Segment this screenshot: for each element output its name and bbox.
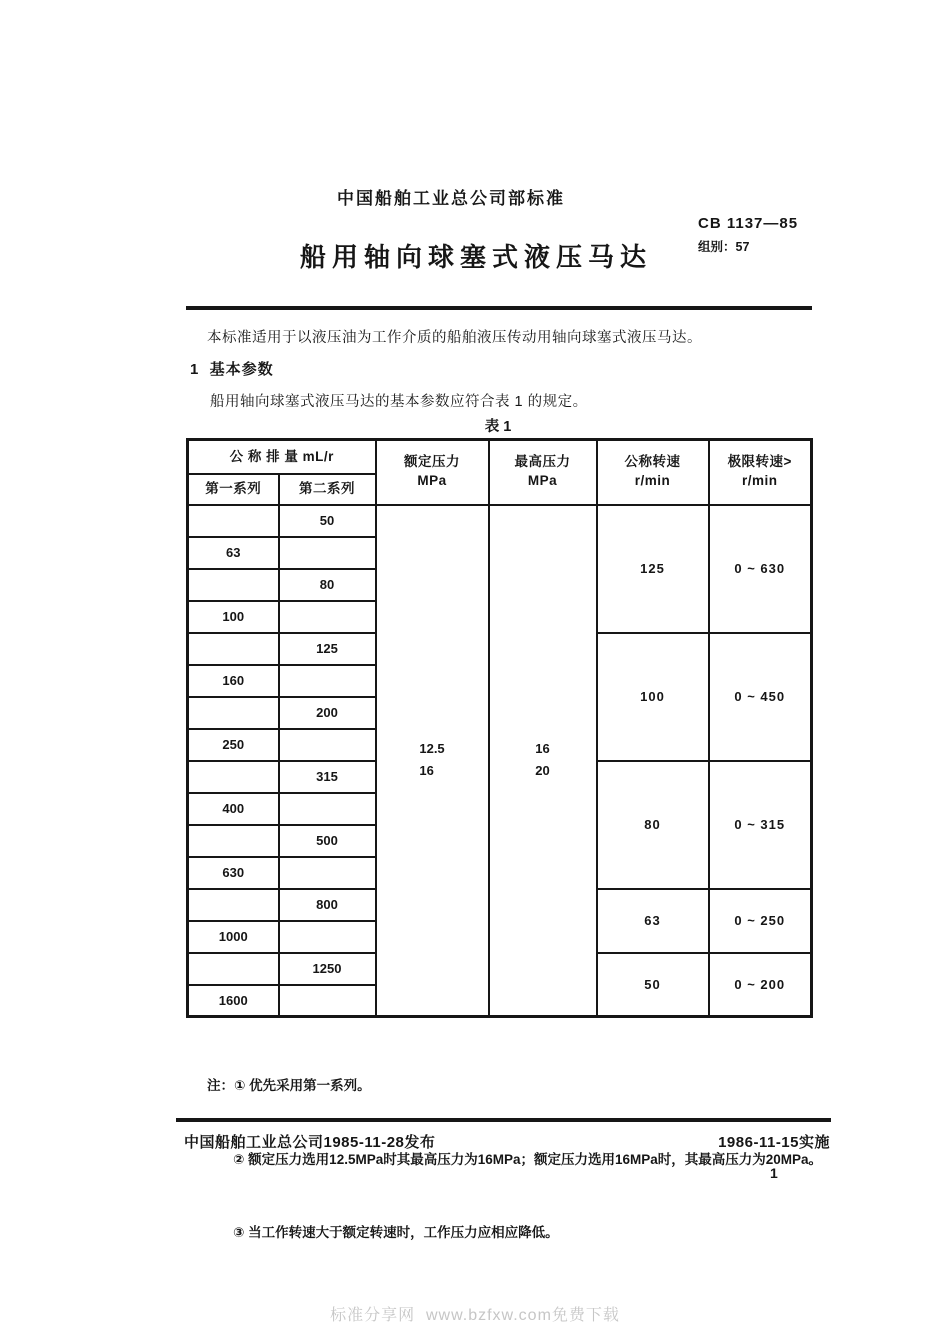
scope-paragraph: 本标准适用于以液压油为工作介质的船舶液压传动用轴向球塞式液压马达。 (207, 330, 702, 346)
table-notes (207, 1025, 822, 1295)
header-divider-rule (186, 306, 812, 310)
series1-cell: 250 (188, 729, 279, 761)
footer-divider-rule (176, 1118, 831, 1122)
series2-cell: 125 (279, 633, 376, 665)
table-row (188, 505, 812, 537)
footer-implemented-text: 1986-11-15实施 (718, 1134, 830, 1151)
limit-speed-cell: 0 ~ 450 (709, 633, 812, 761)
header-nominal-speed (597, 440, 709, 505)
section-1-heading: 1 基本参数 (190, 361, 274, 378)
series2-cell: 315 (279, 761, 376, 793)
limit-speed-cell: 0 ~ 250 (709, 889, 812, 953)
nominal-speed-cell: 80 (597, 761, 709, 889)
note-item-2: ② 额定压力选用12.5MPa时其最高压力为16MPa；额定压力选用16MPa时，其最高压力为20MPa。 (233, 1151, 823, 1167)
document-title: 船用轴向球塞式液压马达 (299, 242, 652, 272)
header-rated-pressure (376, 440, 489, 505)
series1-cell: 1600 (188, 985, 279, 1017)
table-header (188, 440, 812, 505)
header-nominal-speed-unit: r/min (634, 473, 671, 489)
series1-cell: 400 (188, 793, 279, 825)
nominal-speed-cell: 100 (597, 633, 709, 761)
table-1-caption: 表 1 (484, 419, 512, 435)
section-1-body: 船用轴向球塞式液压马达的基本参数应符合表 1 的规定。 (210, 394, 588, 410)
page-number: 1 (770, 1165, 778, 1181)
header-limit-speed (709, 440, 812, 505)
standard-code: CB 1137—85 (698, 215, 799, 232)
limit-speed-cell: 0 ~ 200 (709, 953, 812, 1017)
series1-cell: 160 (188, 665, 279, 697)
header-limit-speed-unit: r/min (742, 473, 778, 489)
series2-cell (279, 729, 376, 761)
header-rated-pressure-unit: MPa (417, 473, 447, 489)
series2-cell: 50 (279, 505, 376, 537)
org-standard-heading: 中国船舶工业总公司部标准 (337, 189, 565, 208)
group-label: 组别：57 (698, 240, 750, 254)
header-max-pressure-label: 最高压力 (514, 454, 571, 470)
header-displacement: 公 称 排 量 mL/r (188, 440, 376, 474)
watermark-text: 标准分享网 www.bzfxw.com免费下载 (330, 1307, 620, 1324)
header-limit-speed-label: 极限转速> (727, 454, 792, 470)
nominal-speed-cell: 63 (597, 889, 709, 953)
series2-cell: 200 (279, 697, 376, 729)
rated-pressure-cell (376, 505, 489, 1017)
series2-cell (279, 921, 376, 953)
rated-pressure-values: 12.5 16 (419, 740, 445, 779)
series2-cell: 80 (279, 569, 376, 601)
series2-cell (279, 857, 376, 889)
header-rated-pressure-label: 额定压力 (404, 454, 461, 470)
series1-cell: 1000 (188, 921, 279, 953)
series2-cell: 1250 (279, 953, 376, 985)
series2-cell: 800 (279, 889, 376, 921)
series1-cell (188, 569, 279, 601)
series1-cell: 100 (188, 601, 279, 633)
nominal-speed-cell: 125 (597, 505, 709, 633)
footer-issued-text: 中国船舶工业总公司1985-11-28发布 (184, 1134, 436, 1151)
series2-cell (279, 793, 376, 825)
series1-cell (188, 505, 279, 537)
header-nominal-speed-label: 公称转速 (624, 454, 681, 470)
series1-cell (188, 953, 279, 985)
series1-cell (188, 889, 279, 921)
nominal-speed-cell: 50 (597, 953, 709, 1017)
series1-cell (188, 761, 279, 793)
limit-speed-cell: 0 ~ 315 (709, 761, 812, 889)
series1-cell (188, 825, 279, 857)
limit-speed-cell: 0 ~ 630 (709, 505, 812, 633)
header-max-pressure (489, 440, 597, 505)
series1-cell (188, 697, 279, 729)
series2-cell (279, 601, 376, 633)
series1-cell: 63 (188, 537, 279, 569)
header-series2: 第二系列 (279, 474, 376, 505)
max-pressure-cell (489, 505, 597, 1017)
header-series1: 第一系列 (188, 474, 279, 505)
series2-cell (279, 985, 376, 1017)
series1-cell: 630 (188, 857, 279, 889)
series1-cell (188, 633, 279, 665)
max-pressure-values: 16 20 (535, 740, 550, 779)
series2-cell (279, 537, 376, 569)
note-item-1: ① 优先采用第一系列。 (234, 1078, 371, 1093)
header-max-pressure-unit: MPa (527, 473, 558, 489)
series2-cell: 500 (279, 825, 376, 857)
table-body (188, 505, 812, 1017)
notes-label: 注： (207, 1078, 234, 1093)
series2-cell (279, 665, 376, 697)
basic-parameters-table (186, 438, 813, 1018)
note-line-1 (207, 1074, 822, 1099)
note-item-3: ③ 当工作转速大于额定转速时，工作压力应相应降低。 (233, 1225, 559, 1240)
